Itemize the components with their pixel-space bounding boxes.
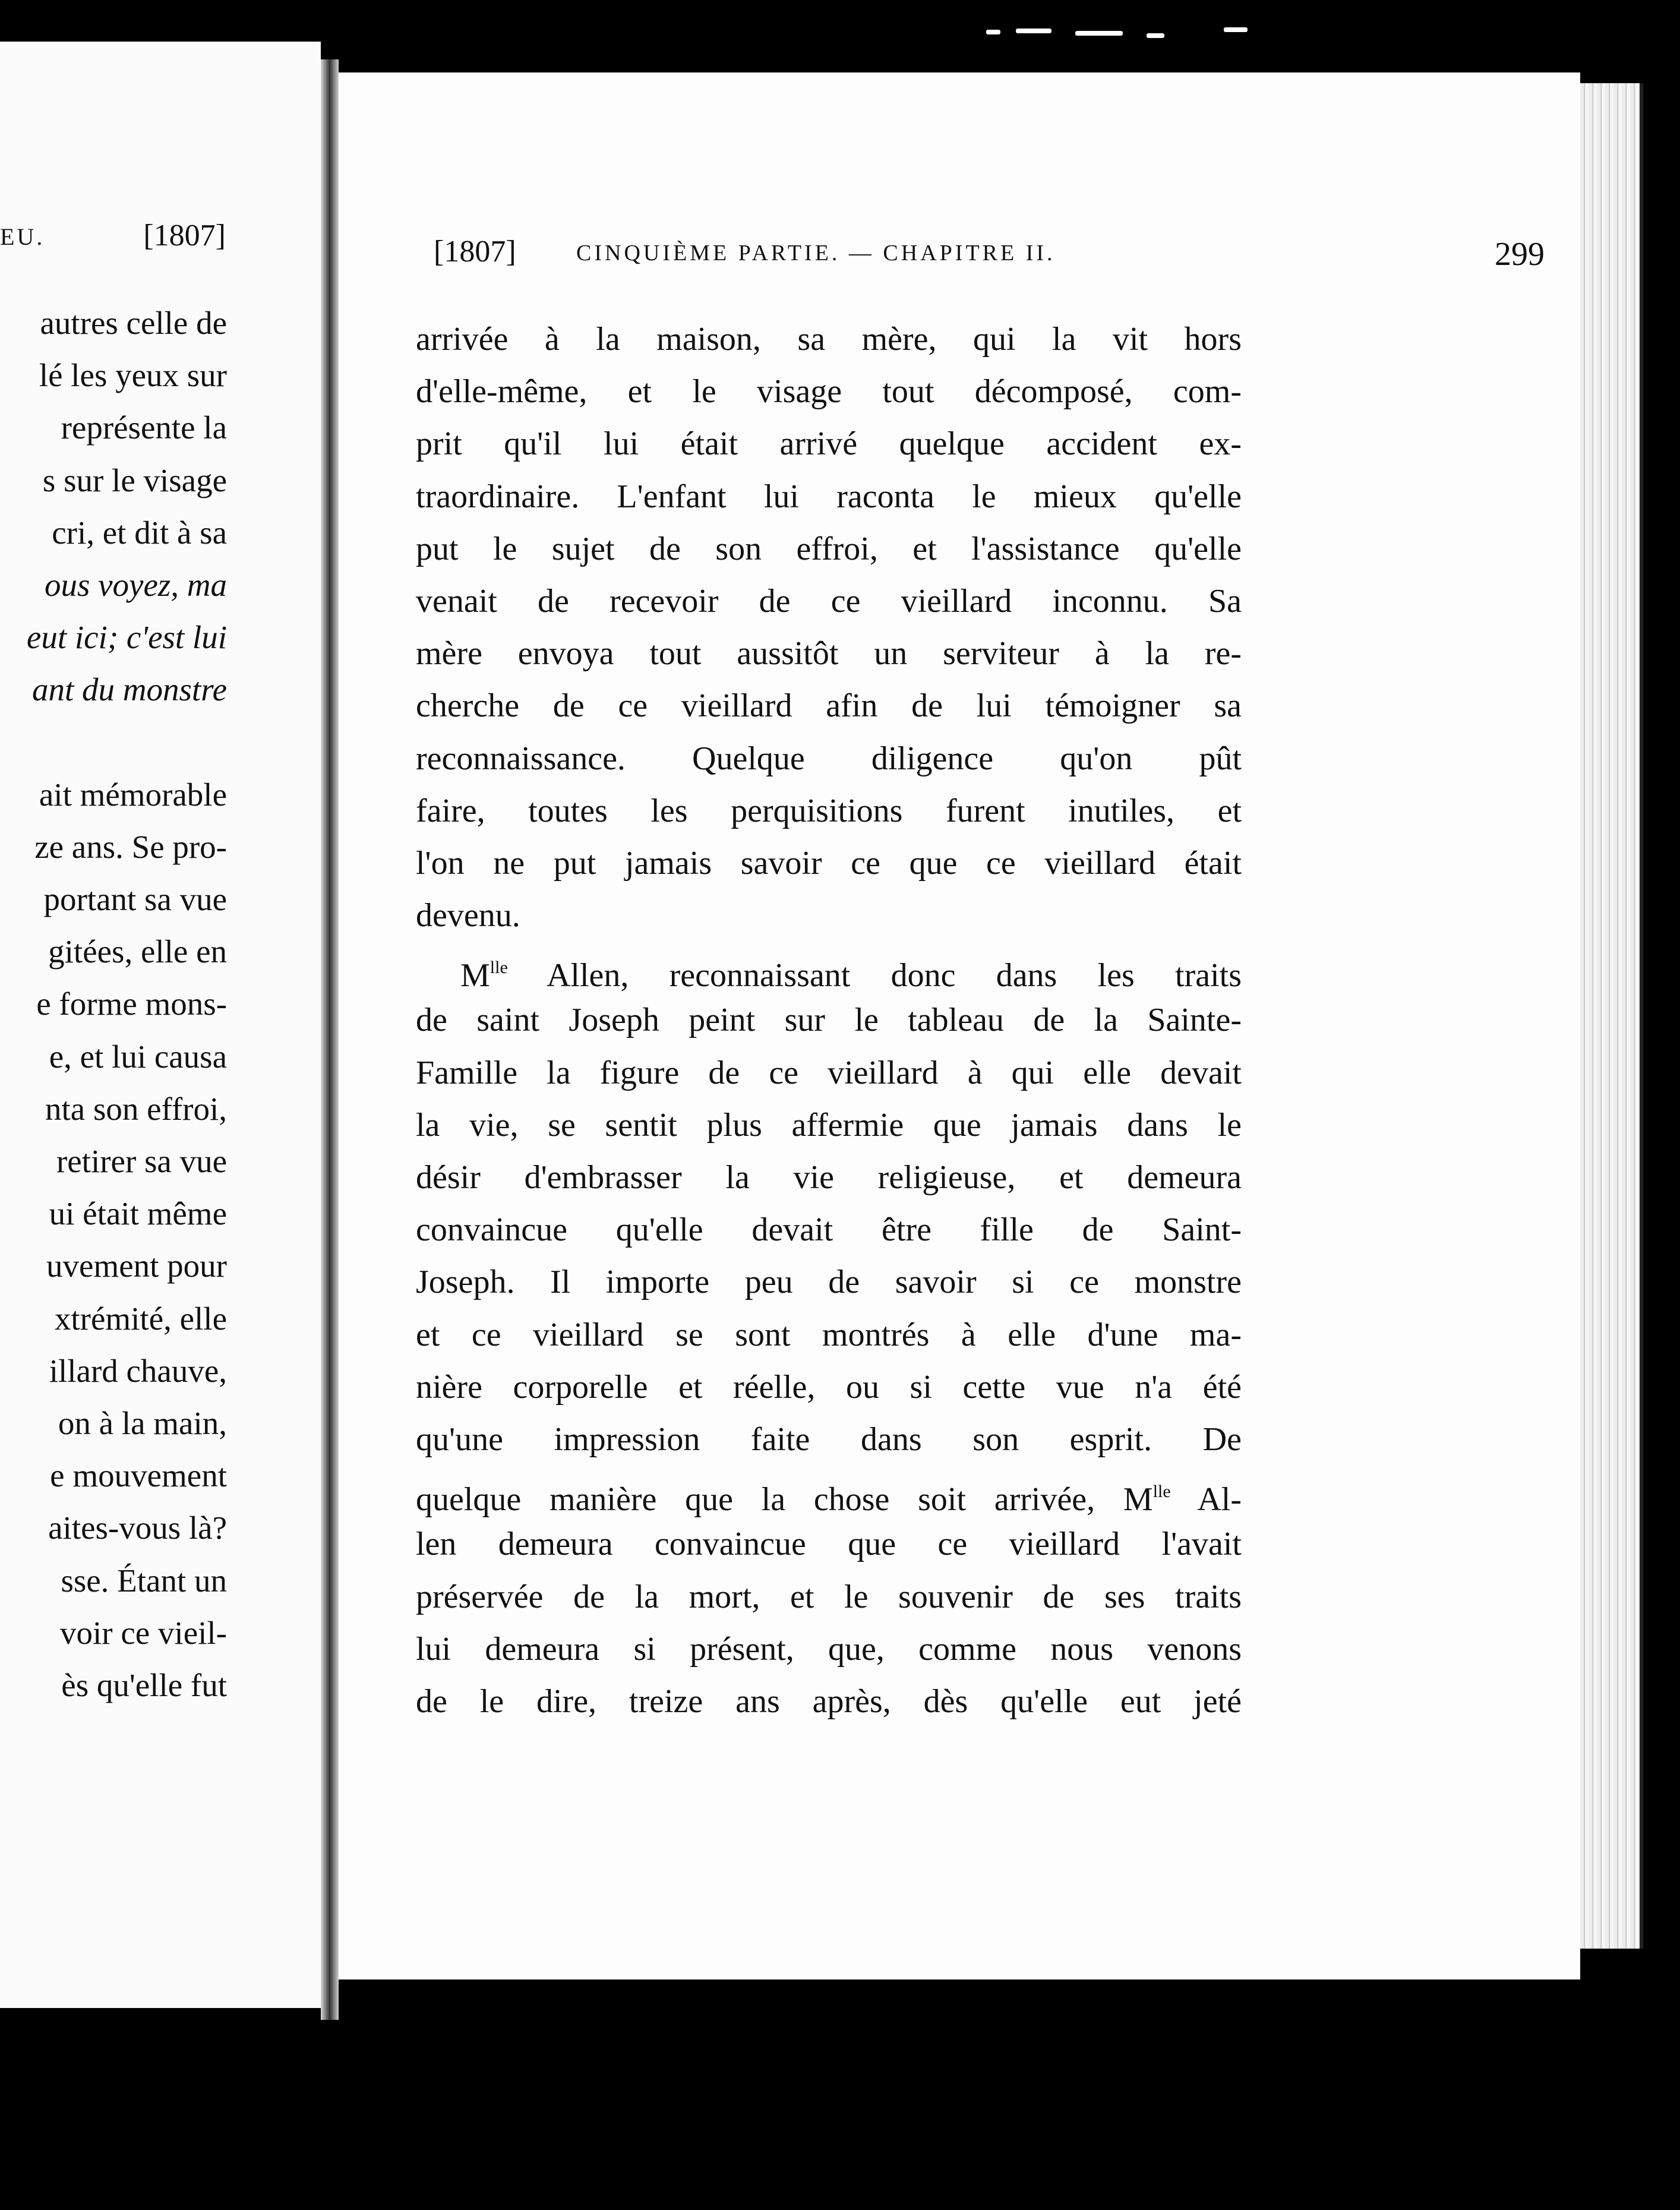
text-line: et ce vieillard se sont montrés à elle d'une ma- bbox=[416, 1316, 1242, 1353]
left-header-text: EU. bbox=[0, 223, 45, 250]
left-line: aites-vous là? bbox=[48, 1510, 227, 1546]
superscript: lle bbox=[490, 958, 508, 978]
text-line: désir d'embrasser la vie religieuse, et demeura bbox=[416, 1159, 1242, 1196]
text-line: de le dire, treize ans après, dès qu'elle eut jeté bbox=[416, 1682, 1242, 1720]
text-line: len demeura convaincue que ce vieillard l'avait bbox=[416, 1526, 1242, 1563]
header-year: [1807] bbox=[434, 235, 516, 269]
left-line: on à la main, bbox=[58, 1405, 227, 1442]
text-line: faire, toutes les perquisitions furent inutiles, et bbox=[416, 792, 1242, 829]
left-line: e forme mons- bbox=[36, 986, 227, 1022]
paragraph-gap bbox=[0, 716, 227, 769]
text-line: put le sujet de son effroi, et l'assistance qu'elle bbox=[416, 530, 1242, 567]
text-line: convaincue qu'elle devait être fille de Saint- bbox=[416, 1211, 1242, 1249]
text-fragment: Allen, reconnaissant donc dans les traits bbox=[507, 957, 1242, 994]
left-line: gitées, elle en bbox=[48, 933, 227, 970]
text-line: mère envoya tout aussitôt un serviteur à la re- bbox=[416, 635, 1242, 673]
left-line: ous voyez, ma bbox=[44, 567, 227, 604]
page-number: 299 bbox=[1495, 236, 1545, 273]
left-line: lé les yeux sur bbox=[39, 357, 227, 394]
left-line: e mouvement bbox=[50, 1457, 227, 1494]
running-header bbox=[434, 234, 1545, 276]
left-line: nta son effroi, bbox=[45, 1090, 227, 1127]
left-line: ait mémorable bbox=[39, 776, 227, 813]
scan-speck bbox=[1016, 29, 1051, 33]
text-line: reconnaissance. Quelque diligence qu'on pût bbox=[416, 740, 1242, 777]
left-line: uvement pour bbox=[46, 1248, 227, 1284]
running-title: CINQUIÈME PARTIE. — CHAPITRE II. bbox=[576, 241, 1056, 266]
scan-speck bbox=[1075, 31, 1123, 36]
paragraph-first-line bbox=[416, 942, 1242, 994]
left-line: ui était même bbox=[49, 1195, 227, 1232]
text-line: traordinaire. L'enfant lui raconta le mieux qu'elle bbox=[416, 478, 1242, 515]
left-line: sse. Étant un bbox=[61, 1562, 227, 1599]
left-line: ant du monstre bbox=[32, 671, 227, 708]
text-line: prit qu'il lui était arrivé quelque accident ex- bbox=[416, 425, 1242, 463]
text-line: Famille la figure de ce vieillard à qui elle devait bbox=[416, 1054, 1242, 1091]
left-line: illard chauve, bbox=[49, 1352, 227, 1389]
text-line: préservée de la mort, et le souvenir de ses traits bbox=[416, 1578, 1242, 1615]
left-line: eut ici; c'est lui bbox=[26, 619, 227, 656]
left-line: représente la bbox=[61, 409, 227, 446]
left-line: e, et lui causa bbox=[49, 1038, 227, 1075]
left-line: xtrémité, elle bbox=[54, 1300, 227, 1337]
text-fragment: M bbox=[460, 957, 490, 994]
left-line: portant sa vue bbox=[43, 881, 227, 918]
left-page-text bbox=[0, 297, 227, 1712]
left-page bbox=[0, 42, 321, 2008]
body-text bbox=[416, 313, 1242, 1728]
text-line: d'elle-même, et le visage tout décomposé, com- bbox=[416, 373, 1242, 411]
scan-speck bbox=[986, 30, 1000, 34]
text-line: arrivée à la maison, sa mère, qui la vit hors bbox=[416, 321, 1242, 358]
scan-specks bbox=[962, 12, 1271, 48]
text-line: de saint Joseph peint sur le tableau de la Sainte- bbox=[416, 1002, 1242, 1039]
left-line: ès qu'elle fut bbox=[61, 1667, 227, 1704]
left-line: s sur le visage bbox=[42, 462, 227, 498]
text-line: Joseph. Il importe peu de savoir si ce monstre bbox=[416, 1264, 1242, 1301]
text-line: cherche de ce vieillard afin de lui témoigner sa bbox=[416, 687, 1242, 725]
left-line: retirer sa vue bbox=[56, 1143, 227, 1180]
scan-speck bbox=[1224, 27, 1248, 32]
left-line: voir ce vieil- bbox=[60, 1614, 227, 1651]
scan-speck bbox=[1147, 33, 1164, 38]
left-line: autres celle de bbox=[40, 305, 227, 341]
left-line: cri, et dit à sa bbox=[52, 514, 227, 551]
text-line-with-superscript bbox=[416, 1466, 1242, 1518]
text-line: nière corporelle et réelle, ou si cette vue n'a été bbox=[416, 1368, 1242, 1406]
superscript: lle bbox=[1152, 1482, 1171, 1502]
left-running-header bbox=[0, 219, 321, 282]
text-line: l'on ne put jamais savoir ce que ce vieillard était bbox=[416, 844, 1242, 882]
text-line: la vie, se sentit plus affermie que jamais dans le bbox=[416, 1106, 1242, 1144]
text-line: qu'une impression faite dans son esprit. De bbox=[416, 1420, 1242, 1458]
text-fragment: Al- bbox=[1170, 1481, 1242, 1518]
left-header-year: [1807] bbox=[143, 219, 226, 252]
right-page bbox=[339, 72, 1580, 1979]
text-line: venait de recevoir de ce vieillard inconnu. Sa bbox=[416, 582, 1242, 620]
text-line: lui demeura si présent, que, comme nous venons bbox=[416, 1630, 1242, 1668]
book-gutter bbox=[321, 59, 339, 2020]
left-line: ze ans. Se pro- bbox=[34, 828, 227, 865]
text-fragment: quelque manière que la chose soit arrivée, M bbox=[416, 1481, 1153, 1518]
text-line: devenu. bbox=[416, 897, 520, 934]
